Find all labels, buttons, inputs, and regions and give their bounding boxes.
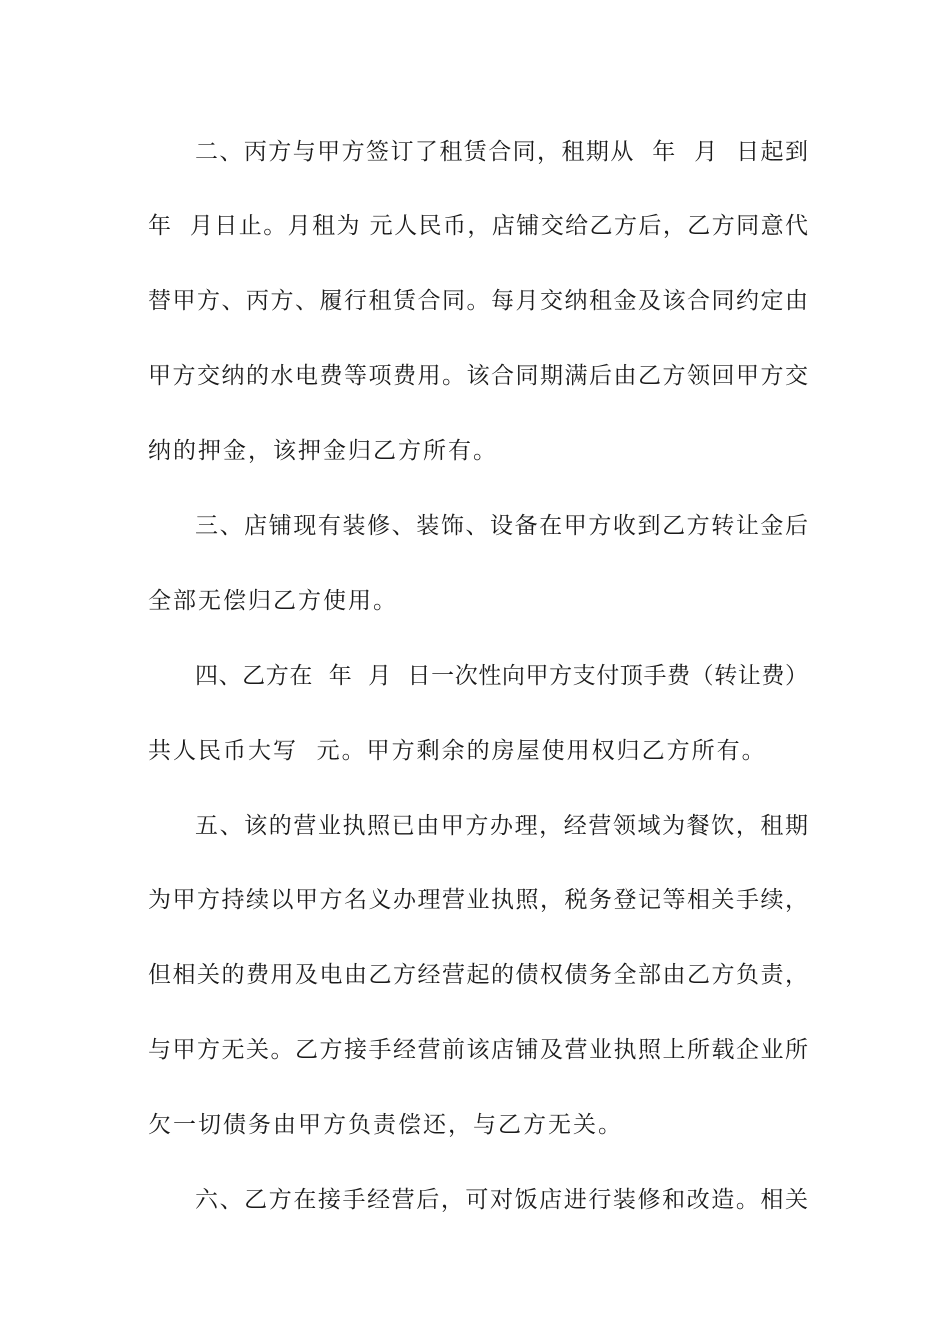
clause-5-line-1: 五、该的营业执照已由甲方办理，经营领域为餐饮，租期 <box>195 813 808 839</box>
clause-5-line-4: 与甲方无关。乙方接手经营前该店铺及营业执照上所载企业所 <box>148 1037 808 1063</box>
clause-5-line-3: 但相关的费用及电由乙方经营起的债权债务全部由乙方负责， <box>148 962 808 988</box>
clause-2-line-2: 年 月日止。月租为 元人民币，店铺交给乙方后，乙方同意代 <box>148 213 808 239</box>
clause-4-line-2: 共人民币大写 元。甲方剩余的房屋使用权归乙方所有。 <box>148 738 767 764</box>
clause-2-line-5: 纳的押金，该押金归乙方所有。 <box>148 438 498 464</box>
clause-5-line-2: 为甲方持续以甲方名义办理营业执照，税务登记等相关手续， <box>148 887 808 913</box>
clause-2-line-3: 替甲方、丙方、履行租赁合同。每月交纳租金及该合同约定由 <box>148 288 808 314</box>
clause-2-line-4: 甲方交纳的水电费等项费用。该合同期满后由乙方领回甲方交 <box>148 363 808 389</box>
clause-2-line-1: 二、丙方与甲方签订了租赁合同，租期从 年 月 日起到 <box>195 139 808 165</box>
clause-6-line-1: 六、乙方在接手经营后，可对饭店进行装修和改造。相关 <box>195 1187 808 1213</box>
clause-5-line-5: 欠一切债务由甲方负责偿还，与乙方无关。 <box>148 1112 623 1138</box>
clause-3-line-2: 全部无偿归乙方使用。 <box>148 588 398 614</box>
clause-3-line-1: 三、店铺现有装修、装饰、设备在甲方收到乙方转让金后 <box>195 513 808 539</box>
clause-4-line-1: 四、乙方在 年 月 日一次性向甲方支付顶手费（转让费） <box>195 663 808 689</box>
